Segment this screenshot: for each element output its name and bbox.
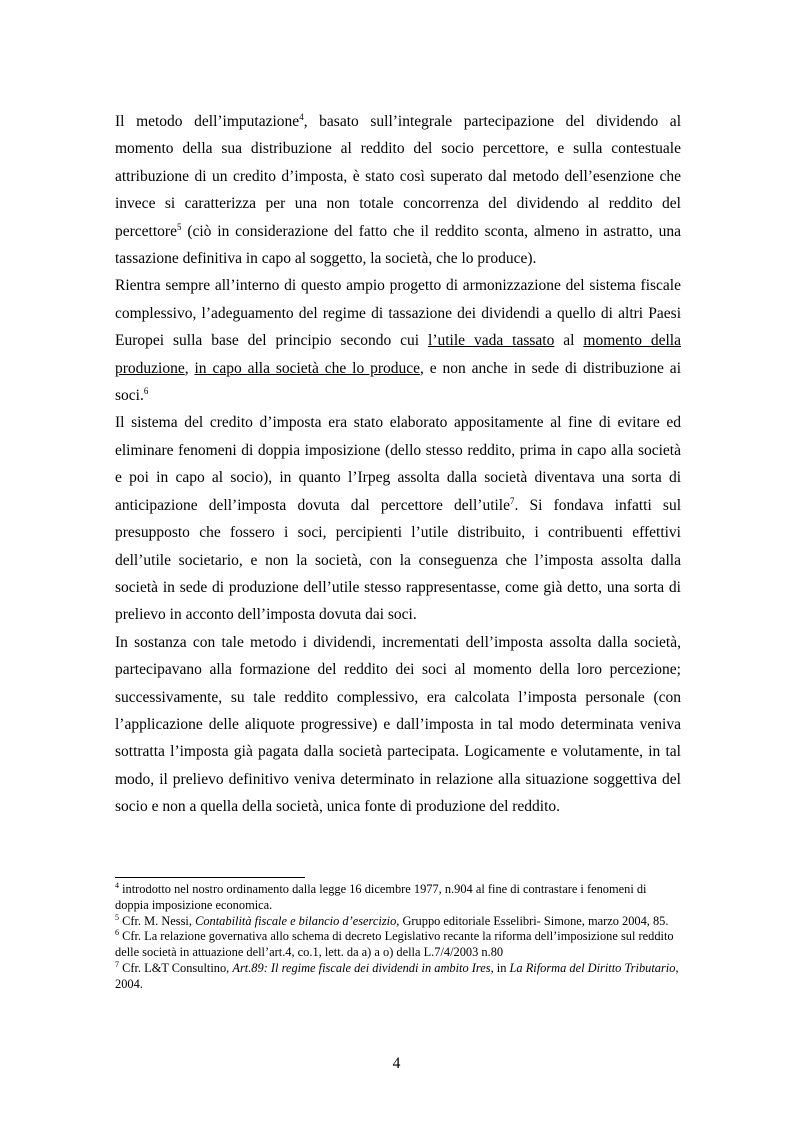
text-run: , Gruppo editoriale Esselibri- Simone, marzo 2004, 85. [396,913,669,928]
note-reference: 6 [143,385,149,396]
page-number: 4 [392,1055,401,1072]
text-run: Il metodo dell’imputazione [115,113,300,130]
italic-text: Art.89: Il regime fiscale dei dividendi in ambito Ires [232,960,491,975]
note-reference: 6 [115,928,119,938]
footnotes [115,882,681,993]
text-run: introdotto nel nostro ordinamento dalla legge 16 dicembre 1977, n.904 al fine di contrastare i fenomeni di doppia imposizione economica. [115,882,647,912]
underlined-text: momento della produzione [115,332,681,377]
note-reference: 4 [115,880,119,890]
body-text [115,108,681,821]
footnote [115,961,681,993]
footnote [115,882,681,914]
italic-text: La Riforma del Diritto Tributario [509,960,676,975]
text-run: Rientra sempre all’interno di questo ampio progetto di armonizzazione del sistema fiscale complessivo, l’adeguamento del regime di tassazione dei dividendi a quello di altri Paesi Europei sulla base del principio secondo cui [115,277,681,350]
text-run: Il sistema del credito d’imposta era stato elaborato appositamente al fine di evitare ed eliminare fenomeni di doppia imposizione (dello stesso reddito, prima in capo alla società e poi in capo al socio), in quanto l’Irpeg assolta dalla società diventava una sorta di anticipazione dell’imposta dovuta dal percettore dell’utile [115,414,681,514]
text-run: , in [490,960,510,975]
text-run: . Si fondava infatti sul presupposto che fossero i soci, percipienti l’utile distribuito, i contribuenti effettivi dell’utile societario, e non la società, con la conseguenza che l’imposta assolta dalla società in sede di produzione dell’utile stesso rappresentasse, come già detto, una sorta di prelievo in acconto dell’imposta dovuta dai soci. [115,496,682,624]
italic-text: Contabilità fiscale e bilancio d’esercizio [195,913,397,928]
paragraph [115,108,681,272]
underlined-text: l’utile vada tassato [428,332,555,350]
text-run: , [184,359,195,377]
text-run: Cfr. L&T Consultino, [119,960,233,975]
paragraph [115,272,681,409]
text-run: , basato sull’integrale partecipazione del dividendo al momento della sua distribuzione al reddito del socio percettore, e sulla contestuale attribuzione di un credito d’imposta, è stato così superato dal metodo dell’esenzione che invece si caratterizza per una non totale concorrenza del dividendo al reddito del percettore [115,113,681,240]
note-reference: 4 [299,111,304,122]
footnote-separator [115,877,305,878]
text-run: , e non anche in sede di distribuzione ai soci. [115,359,681,405]
paragraph [115,629,681,821]
text-run: Cfr. La relazione governativa allo schema di decreto Legislativo recante la riforma dell’imposizione sul reddito delle società in attuazione dell’art.4, co.1, lett. da a) a o) della L.7/4/2003 n.80 [115,929,674,960]
text-run: (ciò in considerazione del fatto che il reddito sconta, almeno in astratto, una tassazione definitiva in capo al soggetto, la società, che lo produce). [115,222,681,268]
footnote [115,929,681,961]
note-reference: 5 [115,912,119,922]
note-reference: 7 [510,495,515,506]
paragraph [115,409,681,628]
text-run: , 2004. [115,960,679,991]
text-run: Cfr. M. Nessi, [119,913,196,928]
footnote [115,914,681,930]
underlined-text: in capo alla società che lo produce [194,359,421,377]
note-reference: 7 [115,959,119,969]
text-run: al [554,332,584,350]
text-run: In sostanza con tale metodo i dividendi, incrementati dell’imposta assolta dalla società, partecipavano alla formazione del reddito dei soci al momento della loro percezione; successivamente, su tale reddito complessivo, era calcolata l’imposta personale (con l’applicazione delle aliquote progressive) e dall’imposta in tal modo determinata veniva sottratta l’imposta già pagata dalla società partecipata. Logicamente e volutamente, in tal modo, il prelievo definitivo veniva determinato in relazione alla situazione soggettiva del socio e non a quella della società, unica fonte di produzione del reddito. [115,633,681,816]
note-reference: 5 [176,221,182,232]
